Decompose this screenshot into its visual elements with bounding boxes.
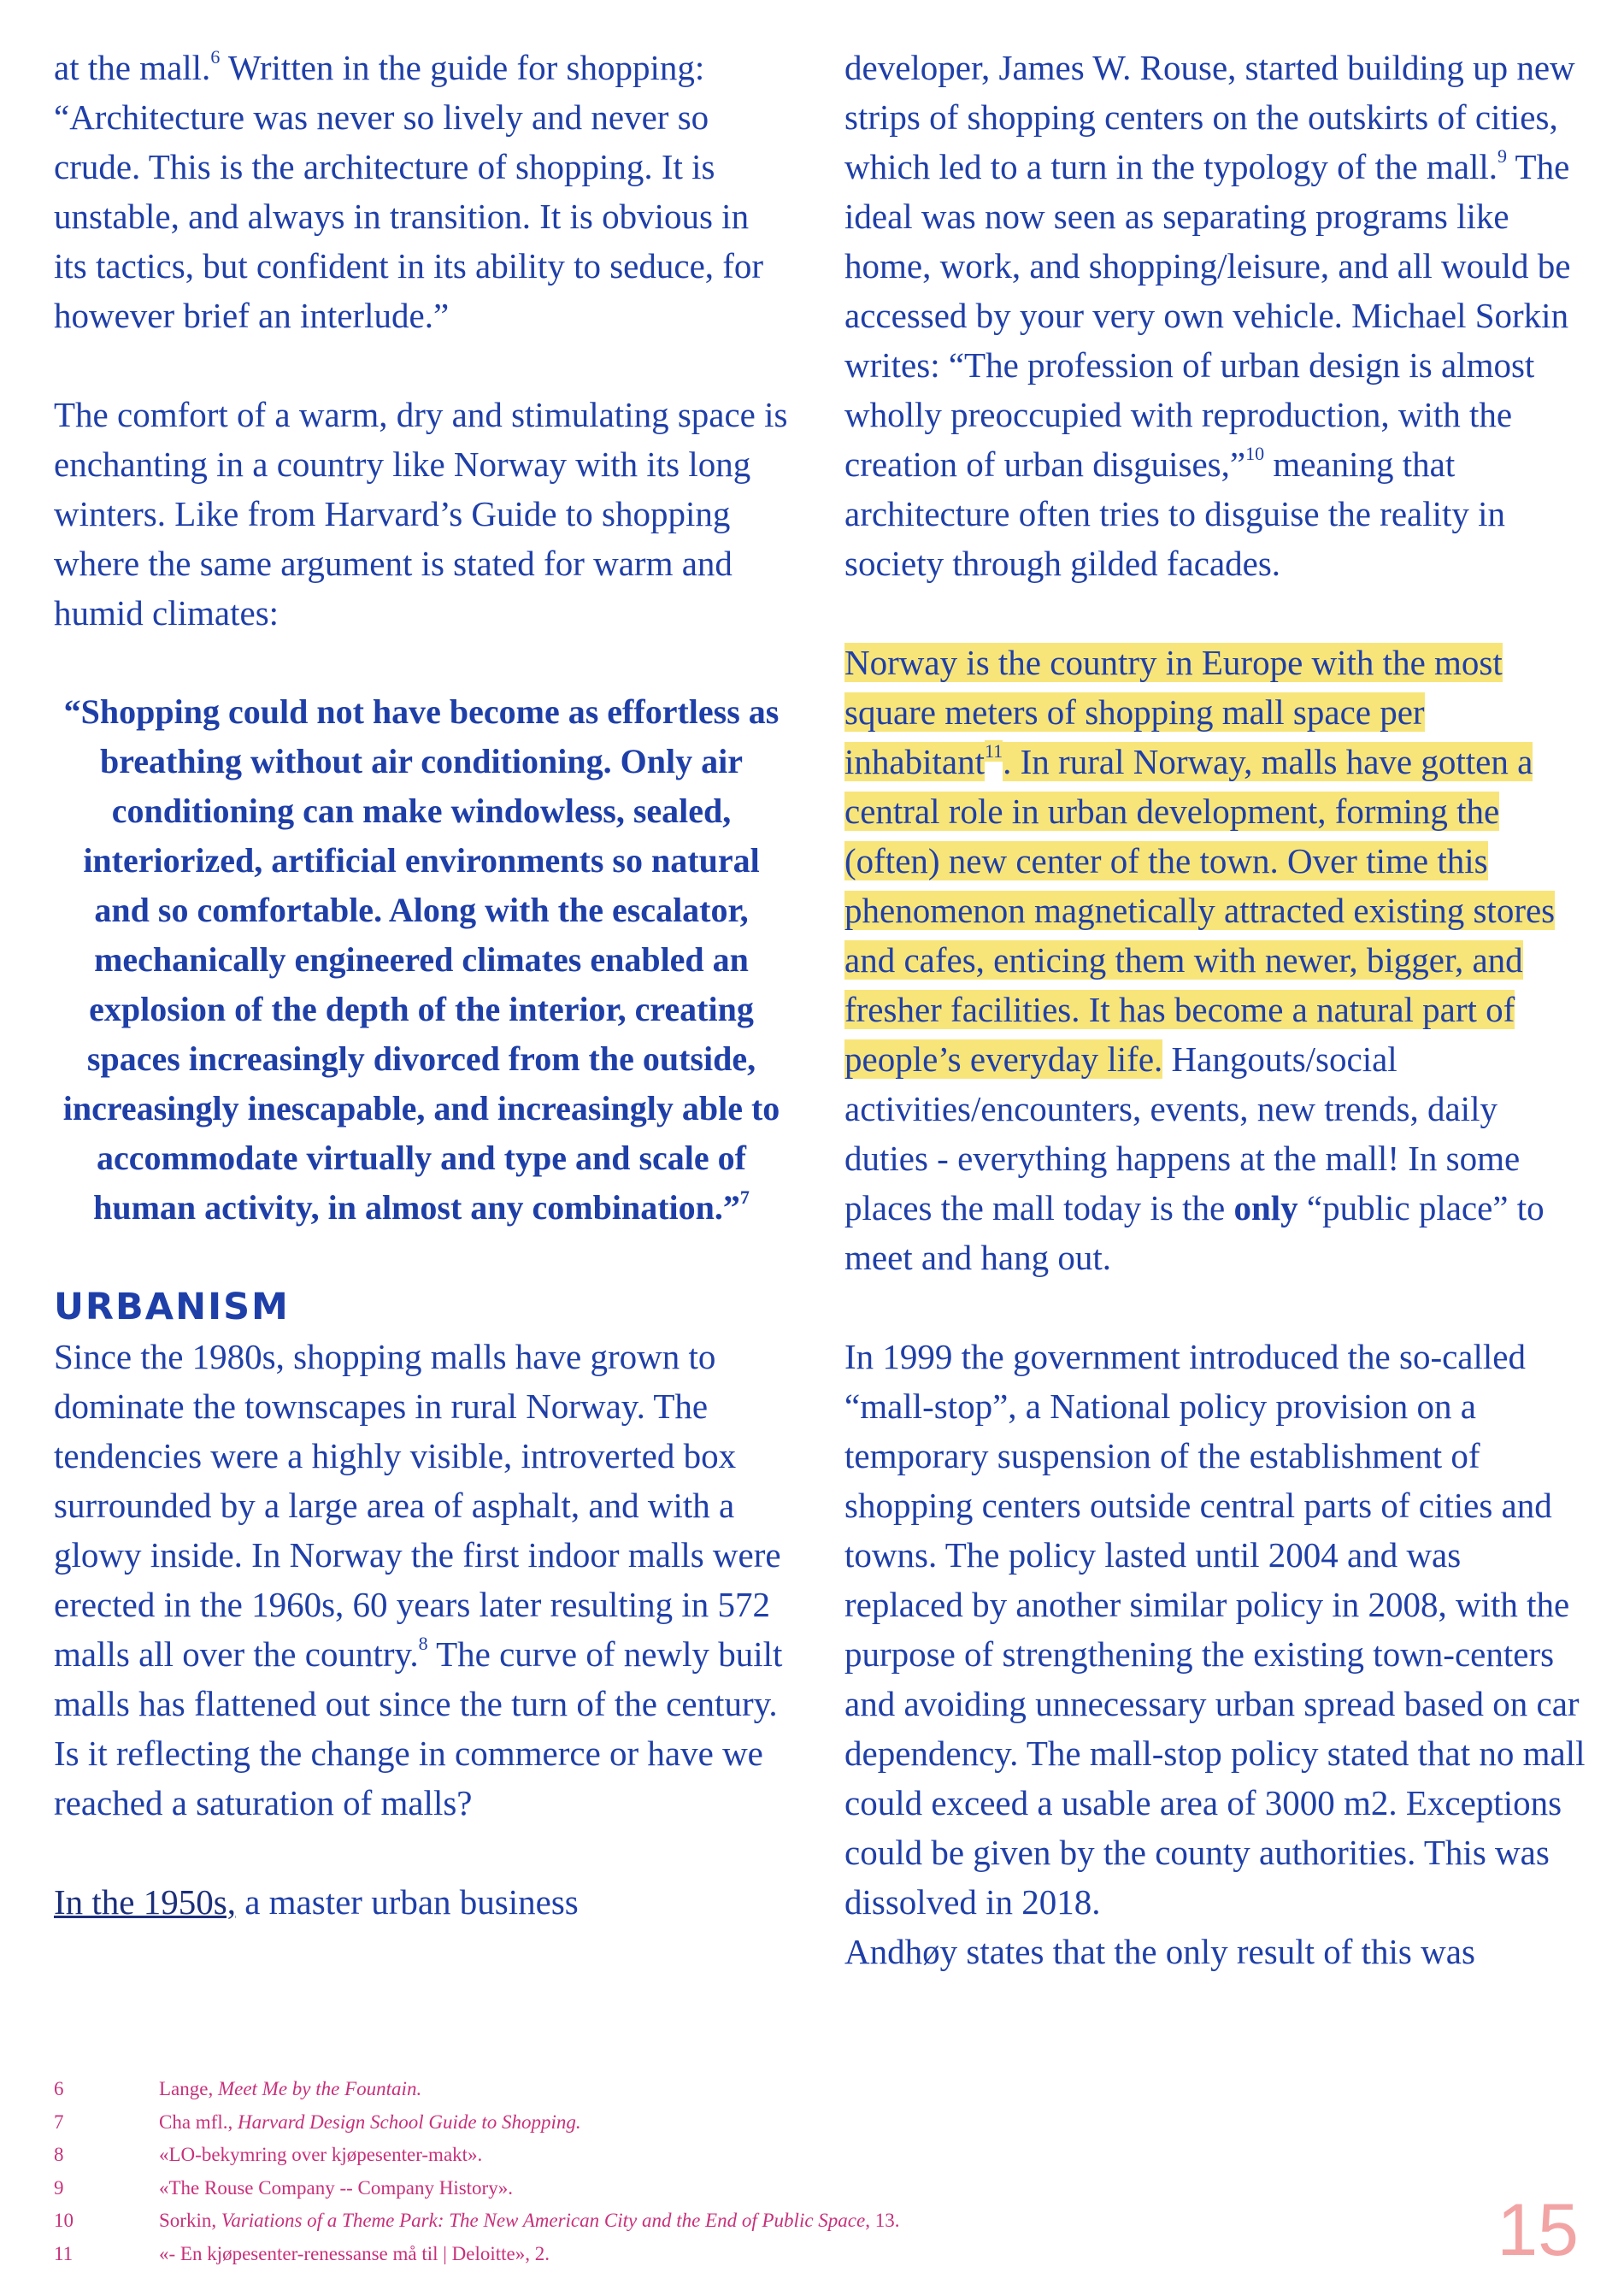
footnote-author: «LO-bekymring over kjøpesenter-makt».	[159, 2144, 483, 2165]
footnote-author: Sorkin,	[159, 2210, 221, 2231]
paragraph-gap	[54, 1828, 789, 1877]
footnote-title: Meet Me by the Fountain.	[217, 2078, 422, 2099]
text-run: The curve of newly built malls has flattened out since the turn of the century. Is it reflecting the change in commerce or have we reached a saturation of malls?	[54, 1634, 783, 1822]
underlined-phrase: In the 1950s,	[54, 1882, 236, 1922]
footnote-text	[159, 2172, 513, 2205]
paragraph-gap	[844, 588, 1588, 638]
footnote-author: «The Rouse Company -- Company History».	[159, 2176, 513, 2199]
paragraph-urbanism	[54, 1332, 789, 1828]
footnotes	[54, 2073, 1421, 2270]
bold-word: only	[1233, 1188, 1298, 1227]
highlighted-text: . In rural Norway, malls have gotten a central role in urban development, forming the (often) new center of the town. Over time this phenomenon magnetically attracted existing stores and cafes, enticing them with newer, bigger, and fresher facilities. It has become a natural part of people’s everyday life.	[844, 742, 1556, 1079]
footnote-number: 7	[54, 2111, 64, 2133]
footnote-text	[159, 2238, 550, 2271]
footnote-ref-10[interactable]: 10	[1245, 443, 1265, 465]
footnote-number: 6	[54, 2078, 64, 2099]
footnote-title: Variations of a Theme Park: The New American City and the End of Public Space	[221, 2210, 866, 2231]
paragraph-gap	[844, 1282, 1588, 1332]
footnote-ref-7[interactable]: 7	[739, 1186, 750, 1208]
paragraph-norway-malls	[844, 638, 1588, 1282]
text-run: Hangouts/social activities/encounters, events, new trends, daily duties - everything happens at the mall! In some places the mall today is the	[844, 1039, 1521, 1227]
footnote-author: «- En kjøpesenter-renessanse må til | Deloitte», 2.	[159, 2242, 550, 2264]
footnote-item	[54, 2139, 1421, 2172]
footnote-item	[54, 2073, 1421, 2106]
footnote-number: 10	[54, 2210, 74, 2231]
paragraph-mall-stop: In 1999 the government introduced the so-called “mall-stop”, a National policy provision on a temporary suspension of the establishment of shopping centers outside central parts of cities and towns. The policy lasted until 2004 and was replaced by another similar policy in 2008, with the purpose of strengthening the existing town-centers and avoiding unnecessary urban spread based on car dependency. The mall-stop policy stated that no mall could exceed a usable area of 3000 m2. Exceptions could be given by the county authorities. This was dissolved in 2018.	[844, 1337, 1586, 1922]
footnote-ref-11[interactable]: 11	[984, 740, 1003, 762]
right-column	[844, 43, 1588, 1976]
footnote-item	[54, 2172, 1421, 2205]
footnote-text	[159, 2205, 899, 2238]
paragraph-gap	[54, 340, 789, 390]
footnote-text	[159, 2139, 482, 2172]
footnote-suffix: , 13.	[865, 2210, 900, 2231]
block-quote	[54, 687, 789, 1233]
footnote-number: 9	[54, 2176, 64, 2199]
footnote-ref-9[interactable]: 9	[1497, 145, 1508, 168]
footnote-text	[159, 2106, 581, 2140]
text-run: Since the 1980s, shopping malls have grown to dominate the townscapes in rural Norway. The tendencies were a highly visible, introverted box surrounded by a large area of asphalt, and with a glowy inside. In Norway the first indoor malls were erected in the 1960s, 60 years later resulting in 572 malls all over the country.	[54, 1337, 781, 1674]
paragraph-comfort: The comfort of a warm, dry and stimulating space is enchanting in a country like Norway with its long winters. Like from Harvard’s Guide to shopping where the same argument is stated for warm and humid climates:	[54, 395, 788, 633]
text-run: meaning that architecture often tries to disguise the reality in society through gilded facades.	[844, 444, 1506, 583]
paragraph-mall-guide	[54, 43, 789, 340]
text-run: The ideal was now seen as separating programs like home, work, and shopping/leisure, and all would be accessed by your very own vehicle. Michael Sorkin writes: “The profession of urban design is almost wholly preoccupied with reproduction, with the creation of urban disguises,”	[844, 147, 1571, 484]
section-heading-urbanism: URBANISM	[54, 1286, 290, 1328]
quote-text: “Shopping could not have become as effortless as breathing without air conditioning. Only air conditioning can make windowless, sealed, interiorized, artificial environments so natural and so comfortable. Along with the escalator, mechanically engineered climates enabled an explosion of the depth of the interior, creating spaces increasingly divorced from the outside, increasingly inescapable, and increasingly able to accommodate virtually and type and scale of human activity, in almost any combination.”	[62, 692, 780, 1227]
text-run: a master urban business	[235, 1882, 579, 1922]
footnote-ref-6[interactable]: 6	[210, 46, 221, 68]
left-column	[54, 43, 789, 1927]
footnote-number: 11	[54, 2242, 74, 2264]
footnote-item	[54, 2238, 1421, 2271]
paragraph-1950s	[54, 1877, 789, 1927]
highlighted-text: Norway is the country in Europe with the most square meters of shopping mall space per inhabitant	[844, 643, 1503, 781]
paragraph-rouse	[844, 43, 1588, 588]
footnote-text	[159, 2073, 421, 2106]
text-run: “public place” to meet and hang out.	[844, 1188, 1545, 1277]
footnote-title: Harvard Design School Guide to Shopping.	[238, 2111, 581, 2133]
footnote-author: Lange,	[159, 2078, 218, 2099]
footnote-author: Cha mfl.,	[159, 2111, 238, 2133]
footnote-ref-8[interactable]: 8	[418, 1633, 428, 1655]
text-run: Written in the guide for shopping: “Architecture was never so lively and never so crude. This is the architecture of shopping. It is unstable, and always in transition. It is obvious in its tactics, but confident in its ability to seduce, for however brief an interlude.”	[54, 48, 764, 335]
page-number: 15	[1497, 2189, 1579, 2271]
paragraph-andhoy: Andhøy states that the only result of this was	[844, 1932, 1475, 1971]
footnote-item	[54, 2106, 1421, 2140]
text-run: developer, James W. Rouse, started building up new strips of shopping centers on the outskirts of cities, which led to a turn in the typology of the mall.	[844, 48, 1575, 186]
text-run: at the mall.	[54, 48, 211, 87]
footnote-item	[54, 2205, 1421, 2238]
footnote-number: 8	[54, 2144, 64, 2165]
